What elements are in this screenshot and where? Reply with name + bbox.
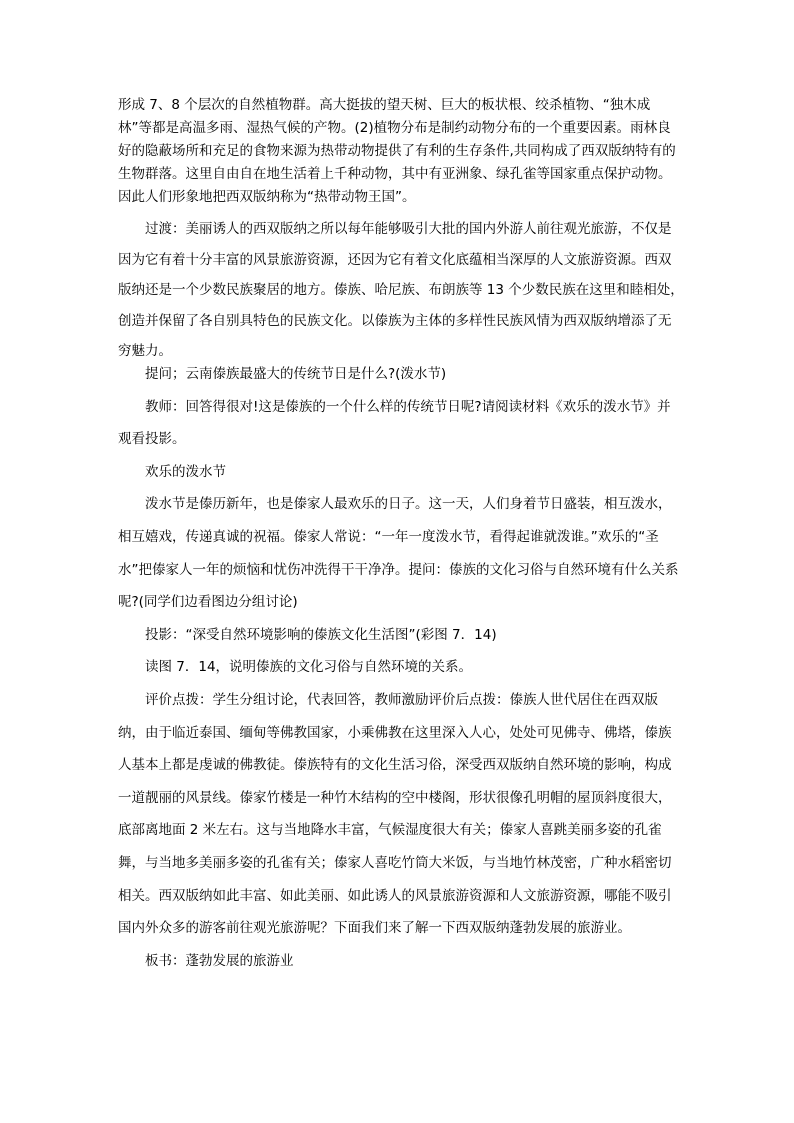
paragraph-question: 提问；云南傣族最盛大的传统节日是什么?(泼水节) bbox=[145, 366, 447, 382]
paragraph-water-festival: 泼水节是傣历新年，也是傣家人最欢乐的日子。这一天，人们身着节日盛装，相互泼水，相互嬉戏，传递真诚的祝福。傣家人常说：“一年一度泼水节，看得起谁就泼谁。”欢乐的“圣水”把傣家人一年的烦恼和忧伤冲洗得干干净净。提问：傣族的文化习俗与自然环境有什么关系呢?(同学们边看图边分组讨论) bbox=[118, 496, 679, 611]
paragraph-teacher: 教师：回答得很对!这是傣族的一个什么样的传统节日呢?请阅读材料《欢乐的泼水节》并观看投影。 bbox=[118, 398, 671, 448]
text-block-bottom bbox=[118, 358, 684, 977]
paragraph-vegetation: 形成 7、8 个层次的自然植物群。高大挺拔的望天树、巨大的板状根、绞杀植物、“独木成林”等都是高温多雨、湿热气候的产物。(2)植物分布是制约动物分布的一个重要因素。雨林良好的隐蔽场所和充足的食物来源为热带动物提供了有利的生存条件,共同构成了西双版纳特有的生物群落。这里自由自在地生活着上千种动物，其中有亚洲象、绿孔雀等国家重点保护动物。因此人们形象地把西双版纳称为“热带动物王国”。 bbox=[118, 97, 676, 205]
paragraph-transition: 过渡：美丽诱人的西双版纳之所以每年能够吸引大批的国内外游人前往观光旅游，不仅是因为它有着十分丰富的风景旅游资源，还因为它有着文化底蕴相当深厚的人文旅游资源。西双版纳还是一个少数民族聚居的地方。傣族、哈尼族、布朗族等 13 个少数民族在这里和睦相处，创造并保留了各自别具特色的民族文化。以傣族为主体的多样性民族风情为西双版纳增添了无穷魅力。 bbox=[118, 221, 684, 359]
paragraph-projection: 投影：“深受自然环境影响的傣族文化生活图”(彩图 7．14) bbox=[145, 626, 497, 643]
paragraph-material-title: 欢乐的泼水节 bbox=[145, 463, 226, 480]
text-block-top bbox=[118, 94, 684, 367]
paragraph-evaluation: 评价点拨：学生分组讨论，代表回答，教师激励评价后点拨：傣族人世代居住在西双版纳，由于临近泰国、缅甸等佛教国家，小乘佛教在这里深入人心，处处可见佛寺、佛塔，傣族人基本上都是虔诚的佛教徒。傣族特有的文化生活习俗，深受西双版纳自然环境的影响，构成一道靓丽的风景线。傣家竹楼是一种竹木结构的空中楼阁，形状很像孔明帽的屋顶斜度很大，底部离地面 2 米左右。这与当地降水丰富，气候湿度很大有关；傣家人喜跳美丽多姿的孔雀舞，与当地多美丽多姿的孔雀有关；傣家人喜吃竹筒大米饭，与当地竹林茂密，广种水稻密切相关。西双版纳如此丰富、如此美丽、如此诱人的风景旅游资源和人文旅游资源，哪能不吸引国内外众多的游客前往观光旅游呢？下面我们来了解一下西双版纳蓬勃发展的旅游业。 bbox=[118, 691, 672, 937]
paragraph-board-note: 板书：蓬勃发展的旅游业 bbox=[145, 952, 294, 969]
paragraph-read-figure: 读图 7．14，说明傣族的文化习俗与自然环境的关系。 bbox=[145, 659, 473, 676]
